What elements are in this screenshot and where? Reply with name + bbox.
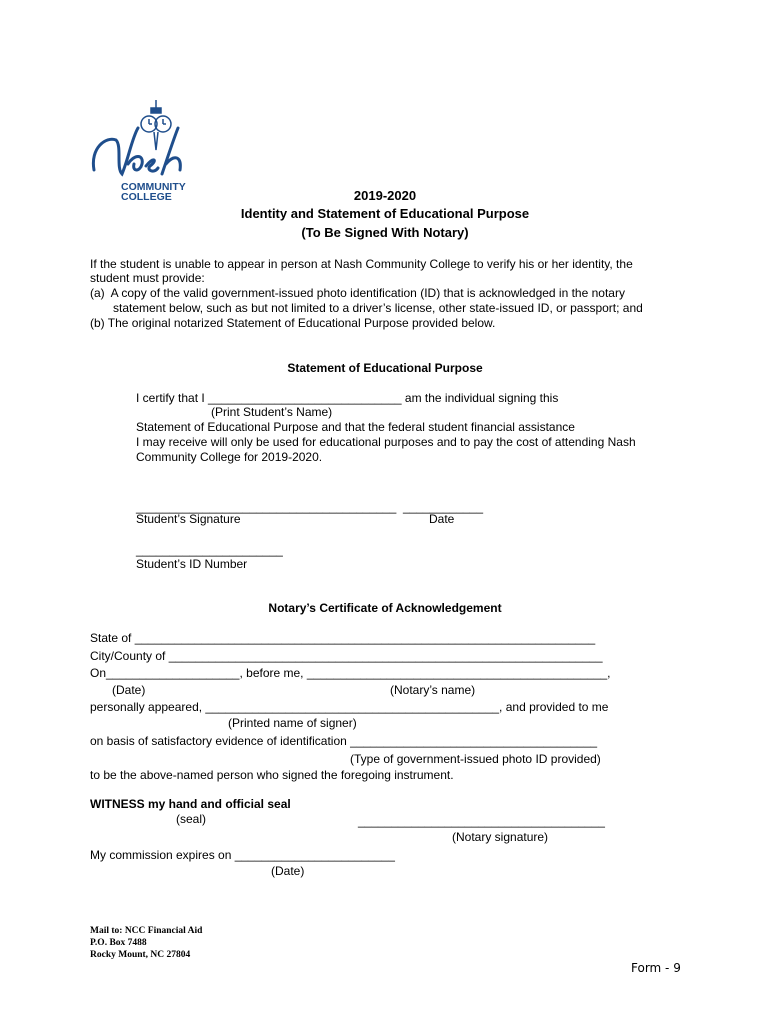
- seal-label: (seal): [176, 812, 207, 826]
- logo-line1: COMMUNITY: [121, 181, 186, 193]
- notary-printed-label: (Printed name of signer): [228, 716, 357, 730]
- intro-line2: student must provide:: [90, 271, 205, 285]
- student-signature-line: _______________________________________ ____________: [136, 500, 484, 514]
- form-year: 2019-2020: [353, 188, 417, 203]
- student-id-label: Student’s ID Number: [136, 557, 248, 571]
- notary-appeared: personally appeared, ____________________________________________, and provided to me: [90, 700, 609, 714]
- nash-script-icon: [93, 128, 180, 174]
- notary-date-label: (Date): [112, 683, 146, 697]
- mail-to-line2: P.O. Box 7488: [90, 938, 147, 948]
- form-number: Form - 9: [631, 961, 681, 975]
- intro-line1: If the student is unable to appear in person at Nash Community College to verify his or her identity, the: [90, 257, 633, 271]
- notary-signature-label: (Notary signature): [452, 830, 549, 844]
- statement-line4: I may receive will only be used for educational purposes and to pay the cost of attending Nash: [136, 435, 636, 449]
- notary-name-label: (Notary’s name): [390, 683, 476, 697]
- notary-county: City/County of _________________________________________________________________: [90, 649, 603, 663]
- student-signature-label: Student’s Signature: [136, 512, 241, 526]
- logo-line2: COLLEGE: [121, 191, 172, 203]
- statement-line1: I certify that I _____________________________ am the individual signing this: [136, 391, 559, 405]
- notary-above-named: to be the above-named person who signed the foregoing instrument.: [90, 768, 454, 782]
- witness-heading: WITNESS my hand and official seal: [90, 797, 291, 811]
- statement-line3: Statement of Educational Purpose and that the federal student financial assistance: [136, 420, 575, 434]
- notary-on: On____________________, before me, _____________________________________________,: [90, 666, 611, 680]
- form-subtitle: (To Be Signed With Notary): [301, 225, 469, 240]
- notary-state: State of _____________________________________________________________________: [90, 631, 596, 645]
- notary-signature-line: _____________________________________: [358, 814, 605, 828]
- student-date-label: Date: [429, 512, 455, 526]
- intro-line3: (a) A copy of the valid government-issued photo identification (ID) that is acknowledged in the notary: [90, 286, 625, 300]
- notary-heading: Notary’s Certificate of Acknowledgement: [268, 601, 502, 615]
- mail-to-line3: Rocky Mount, NC 27804: [90, 950, 191, 960]
- clock-tower-icon: [141, 100, 171, 150]
- intro-line4: statement below, such as but not limited to a driver’s license, other state-issued ID, or passport; and: [113, 301, 643, 315]
- mail-to-line1: Mail to: NCC Financial Aid: [90, 926, 203, 936]
- student-name-label: (Print Student’s Name): [211, 405, 333, 419]
- intro-line5: (b) The original notarized Statement of Educational Purpose provided below.: [90, 316, 496, 330]
- notary-id-type-label: (Type of government-issued photo ID provided): [350, 752, 601, 766]
- commission-date-label: (Date): [271, 864, 305, 878]
- notary-evidence: on basis of satisfactory evidence of identification _____________________________________: [90, 734, 598, 748]
- statement-line5: Community College for 2019-2020.: [136, 450, 323, 464]
- student-id-line: ______________________: [136, 543, 283, 557]
- statement-heading: Statement of Educational Purpose: [287, 361, 483, 375]
- commission-expires: My commission expires on ________________________: [90, 848, 395, 862]
- form-title: Identity and Statement of Educational Purpose: [240, 206, 530, 221]
